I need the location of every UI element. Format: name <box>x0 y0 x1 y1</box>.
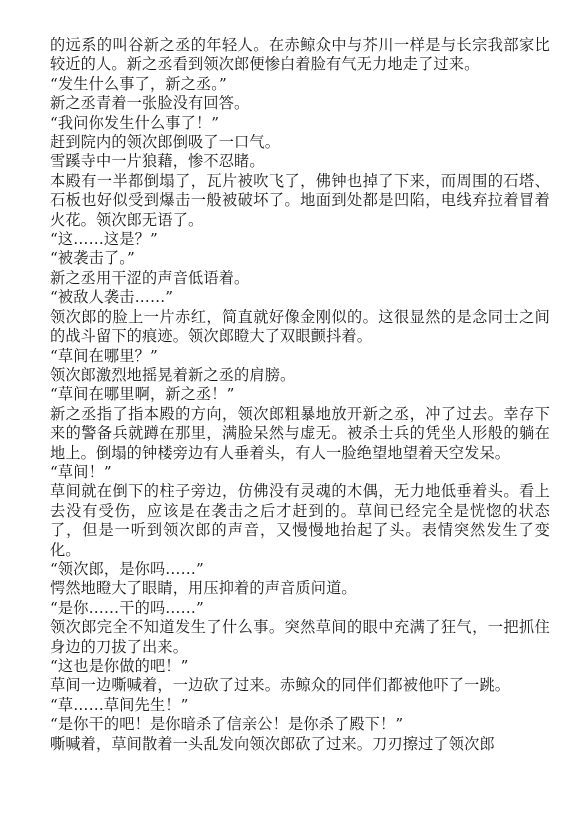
dialogue-line: “草……草间先生！” <box>50 695 189 714</box>
paragraph: 雪蹊寺中一片狼藉，惨不忍睹。 <box>50 152 265 171</box>
dialogue-line: “这……这是？” <box>50 230 158 249</box>
paragraph: 草间一边嘶喊着，一边砍了过来。赤鲸众的同伴们都被他吓了一跳。 <box>50 676 511 695</box>
paragraph: 嘶喊着，草间散着一头乱发向领次郎砍了过来。刀刃擦过了领次郎 <box>50 734 495 753</box>
dialogue-line: “是你……干的吗……” <box>50 598 204 617</box>
dialogue-line: “我问你发生什么事了！” <box>50 113 220 132</box>
paragraph: 领次郎的脸上一片赤红，简直就好像金刚似的。这很显然的是念同士之间的战斗留下的痕迹。领次郎瞪大了双眼颤抖着。 <box>50 307 550 346</box>
dialogue-line: “被敌人袭击……” <box>50 288 174 307</box>
dialogue-line: “草间在哪里？” <box>50 346 158 365</box>
paragraph: 本殿有一半都倒塌了，瓦片被吹飞了，佛钟也掉了下来，而周围的石塔、石板也好似受到爆击一般被破坏了。地面到处都是凹陷，电线弃拉着冒着火花。领次郎无语了。 <box>50 171 550 229</box>
paragraph: 赶到院内的领次郎倒吸了一口气。 <box>50 133 281 152</box>
dialogue-line: “发生什么事了，新之丞。” <box>50 74 227 93</box>
paragraph: 愕然地瞪大了眼睛，用压抑着的声音质问道。 <box>50 579 357 598</box>
paragraph: 领次郎激烈地摇晃着新之丞的肩膀。 <box>50 365 296 384</box>
dialogue-line: “是你干的吧！是你暗杀了信亲公！是你杀了殿下！” <box>50 715 404 734</box>
dialogue-line: “被袭击了。” <box>50 249 135 268</box>
paragraph: 领次郎完全不知道发生了什么事。突然草间的眼中充满了狂气，一把抓住身边的刀拔了出来。 <box>50 618 550 656</box>
paragraph: 新之丞用干涩的声音低语着。 <box>50 268 250 287</box>
novel-text <box>50 36 550 754</box>
dialogue-line: “草间在哪里啊，新之丞！” <box>50 385 235 404</box>
dialogue-line: “这也是你做的吧！” <box>50 657 189 675</box>
paragraph: 的远系的叫谷新之丞的年轻人。在赤鲸众中与芥川一样是与长宗我部家比较近的人。新之丞看到领次郎便惨白着脸有气无力地走了过来。 <box>50 36 550 74</box>
paragraph: 草间就在倒下的柱子旁边，仿佛没有灵魂的木偶，无力地低垂着头。看上去没有受伤，应该是在袭击之后才赶到的。草间已经完全是恍惚的状态了，但是一听到领次郎的声音，又慢慢地抬起了头。表情突然发生了变化。 <box>50 482 550 559</box>
paragraph: 新之丞指了指本殿的方向，领次郎粗暴地放开新之丞，冲了过去。幸存下来的警备兵就蹲在那里，满脸呆然与虚无。被杀士兵的凭坐人形般的躺在地上。倒塌的钟楼旁边有人垂着头，有人一脸绝望地望着天空发呆。 <box>50 404 550 462</box>
dialogue-line: “领次郎，是你吗……” <box>50 559 204 578</box>
dialogue-line: “草间！” <box>50 462 112 481</box>
paragraph: 新之丞青着一张脸没有回答。 <box>50 94 250 113</box>
